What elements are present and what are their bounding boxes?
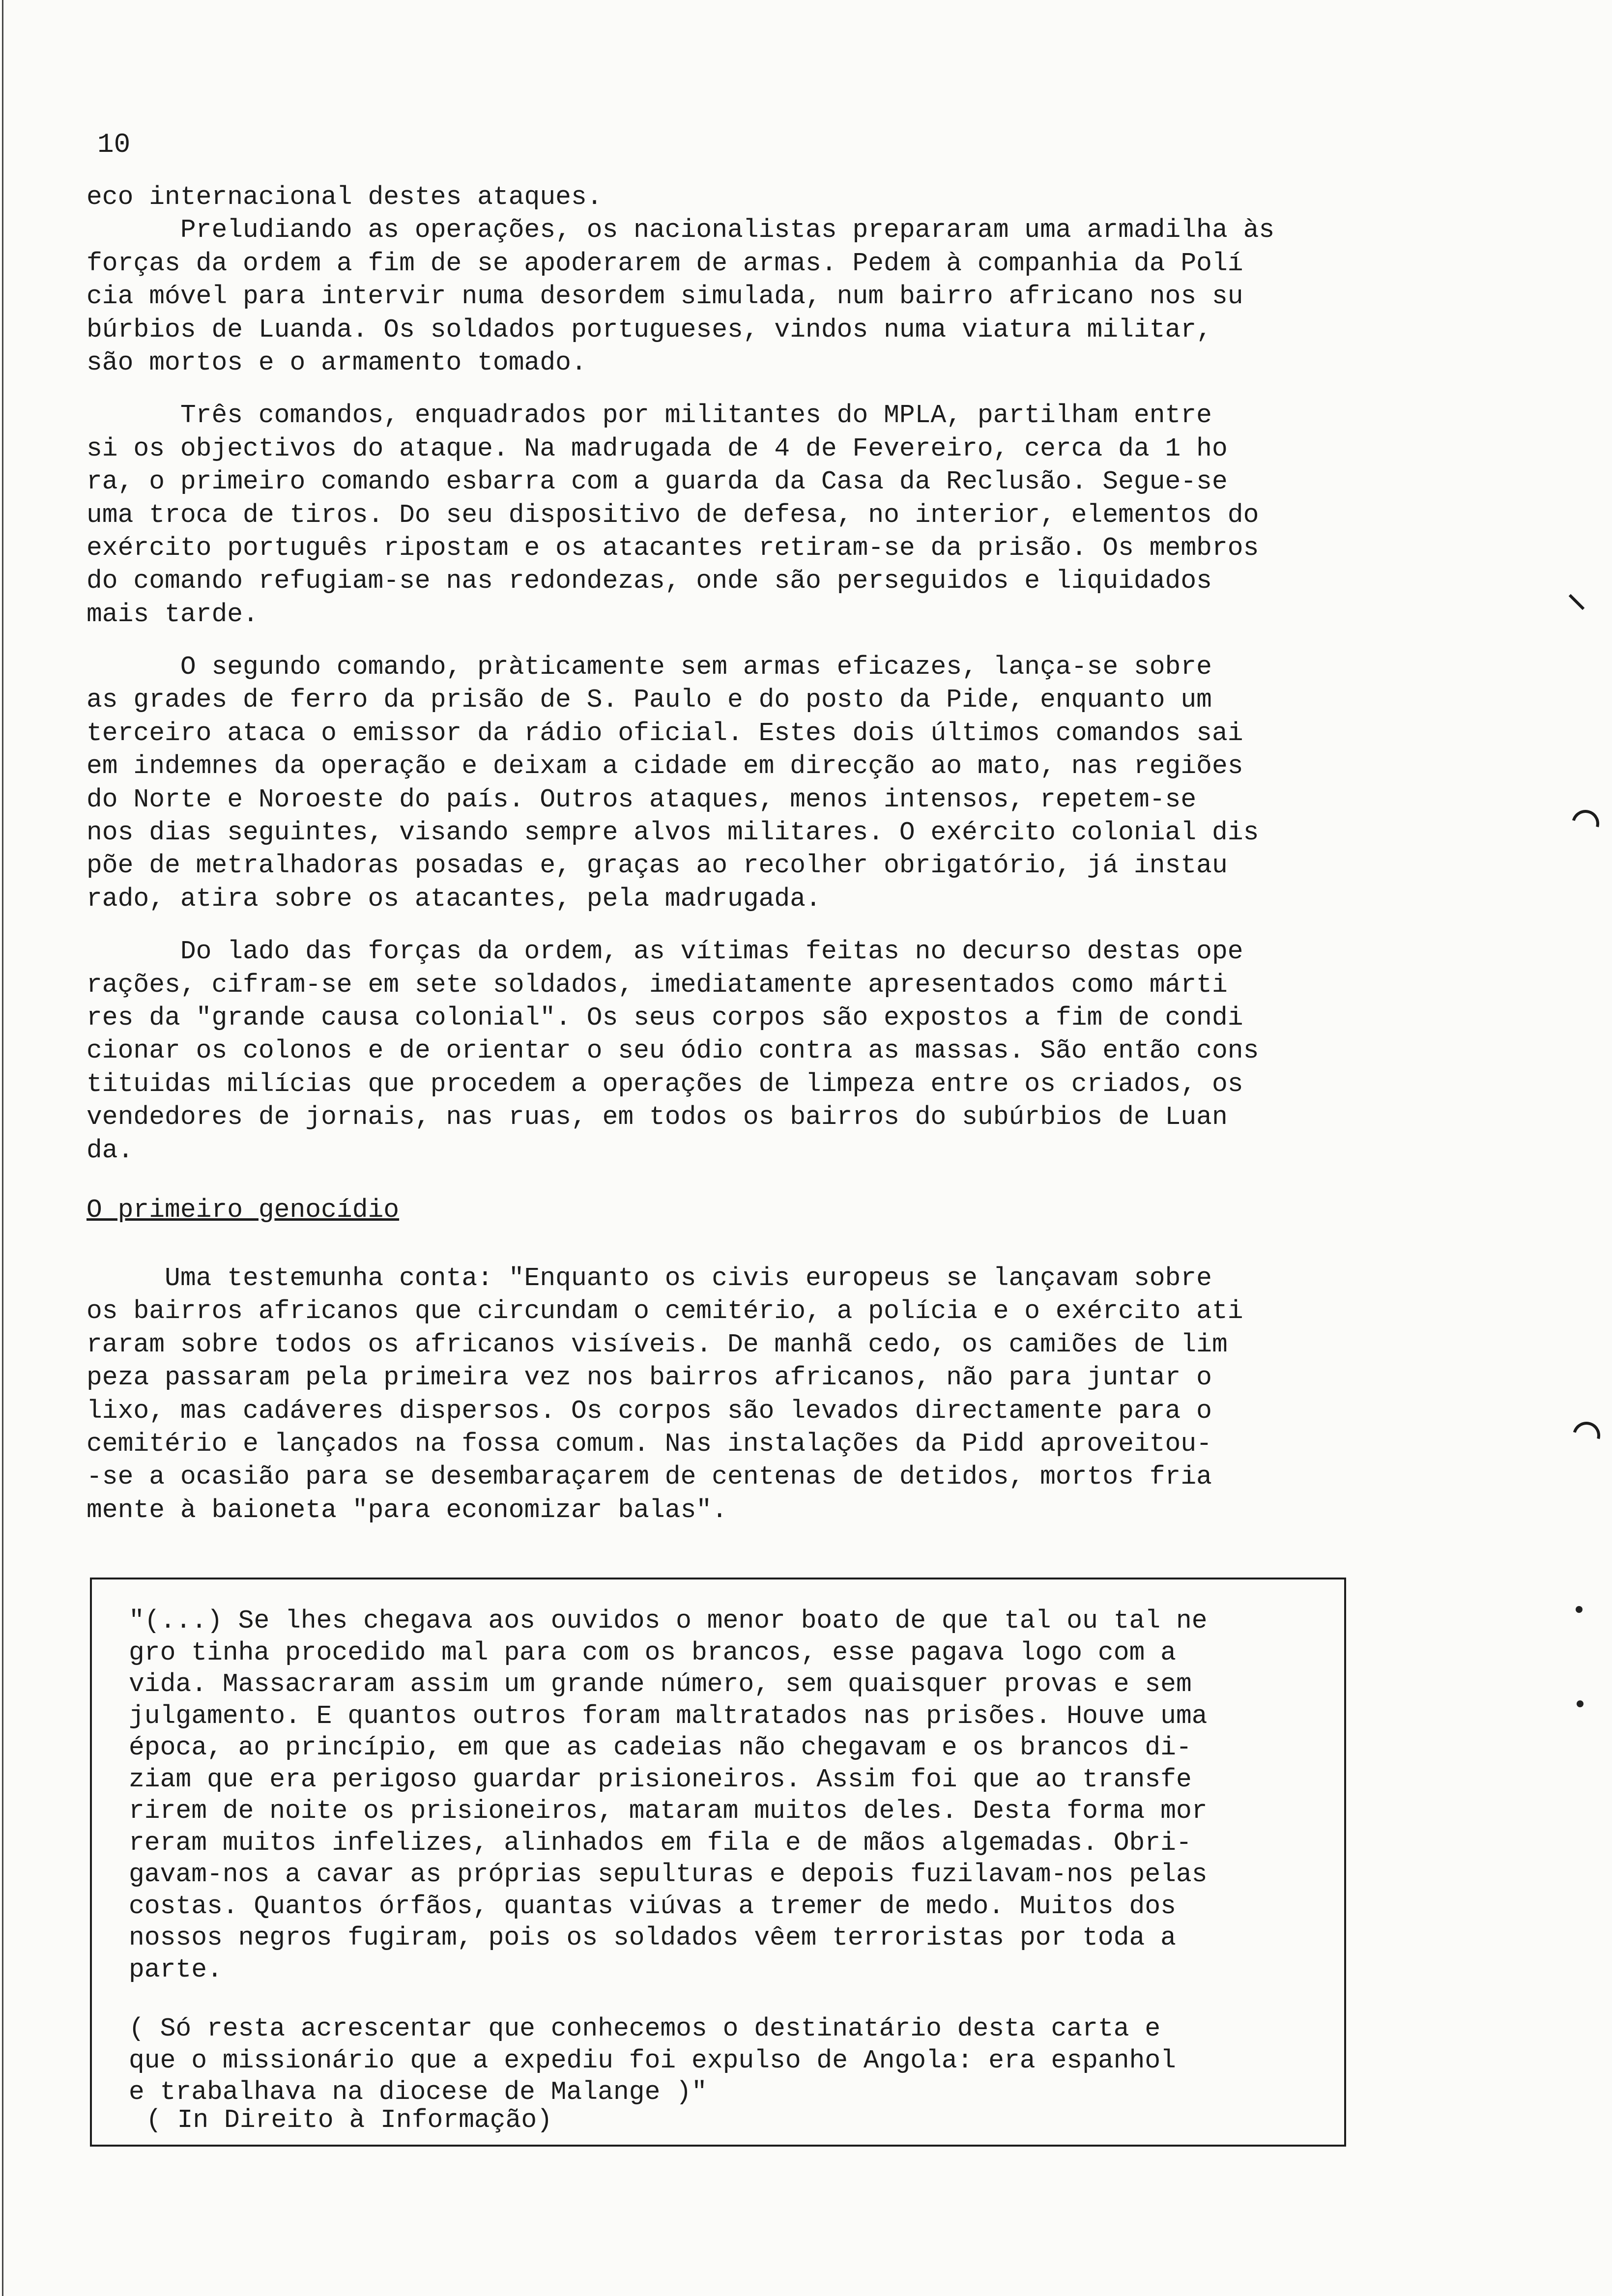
quote-text [129, 1605, 1208, 1985]
text-line: Do lado das forças da ordem, as vítimas feitas no decurso destas ope [86, 937, 1243, 967]
text-line: do comando refugiam-se nas redondezas, onde são perseguidos e liquidados [86, 566, 1212, 596]
body-text [86, 181, 1404, 1167]
text-line: cionar os colonos e de orientar o seu ódio contra as massas. São então cons [86, 1036, 1259, 1066]
section-heading: O primeiro genocídio [86, 1195, 400, 1225]
text-line: búrbios de Luanda. Os soldados portugueses, vindos numa viatura militar, [86, 315, 1212, 344]
paragraph-gap [86, 916, 1404, 935]
text-line: vendedores de jornais, nas ruas, em todos os bairros do subúrbios de Luan [86, 1102, 1228, 1132]
text-line: são mortos e o armamento tomado. [86, 347, 587, 377]
quote-line: costas. Quantos órfãos, quantas viúvas a tremer de medo. Muitos dos [129, 1891, 1176, 1921]
margin-tick-mark [1569, 594, 1585, 610]
text-line: tituidas milícias que procedem a operações de limpeza entre os criados, os [86, 1069, 1243, 1099]
text-line: mais tarde. [86, 599, 259, 629]
margin-arc-mark [1568, 1417, 1605, 1454]
quote-line: ziam que era perigoso guardar prisioneiros. Assim foi que ao transfe [129, 1764, 1192, 1794]
quote-line: vida. Massacraram assim um grande número, sem quaisquer provas e sem [129, 1669, 1192, 1699]
quote-line: julgamento. E quantos outros foram maltratados nas prisões. Houve uma [129, 1701, 1208, 1731]
testimony-paragraph [86, 1262, 1404, 1527]
text-line: as grades de ferro da prisão de S. Paulo e do posto da Pide, enquanto um [86, 685, 1212, 715]
text-line: -se a ocasião para se desembaraçarem de centenas de detidos, mortos fria [86, 1462, 1212, 1492]
text-line: eco internacional destes ataques. [86, 182, 603, 212]
text-line: nos dias seguintes, visando sempre alvos militares. O exército colonial dis [86, 818, 1259, 848]
paragraph-gap [86, 379, 1404, 399]
margin-arc-mark [1567, 805, 1604, 842]
text-line: rações, cifram-se em sete soldados, imediatamente apresentados como márti [86, 970, 1228, 1000]
paragraph-gap [86, 631, 1404, 651]
quote-line: nossos negros fugiram, pois os soldados vêem terroristas por toda a [129, 1923, 1176, 1952]
quote-line: rirem de noite os prisioneiros, mataram muitos deles. Desta forma mor [129, 1796, 1208, 1826]
quote-line: época, ao princípio, em que as cadeias não chegavam e os brancos di- [129, 1733, 1192, 1762]
quote-line: reram muitos infelizes, alinhados em fila e de mãos algemadas. Obri- [129, 1828, 1192, 1858]
text-line: da. [86, 1135, 134, 1165]
text-line: si os objectivos do ataque. Na madrugada de 4 de Fevereiro, cerca da 1 ho [86, 433, 1228, 463]
text-line: Uma testemunha conta: "Enquanto os civis europeus se lançavam sobre [86, 1263, 1212, 1293]
quote-line: gavam-nos a cavar as próprias sepulturas e depois fuzilavam-nos pelas [129, 1860, 1208, 1889]
text-line: ra, o primeiro comando esbarra com a guarda da Casa da Reclusão. Segue-se [86, 467, 1228, 497]
text-line: cia móvel para intervir numa desordem simulada, num bairro africano nos su [86, 282, 1243, 312]
text-line: lixo, mas cadáveres dispersos. Os corpos são levados directamente para o [86, 1396, 1212, 1426]
text-line: O segundo comando, pràticamente sem armas eficazes, lança-se sobre [86, 652, 1212, 682]
quote-line: "(...) Se lhes chegava aos ouvidos o menor boato de que tal ou tal ne [129, 1606, 1208, 1636]
text-line: os bairros africanos que circundam o cemitério, a polícia e o exército ati [86, 1296, 1243, 1326]
text-line: mente à baioneta "para economizar balas". [86, 1495, 728, 1525]
text-line: res da "grande causa colonial". Os seus corpos são expostos a fim de condi [86, 1003, 1243, 1033]
margin-dot [1577, 1700, 1583, 1707]
note-line: ( Só resta acrescentar que conhecemos o destinatário desta carta e [129, 2014, 1161, 2043]
citation: ( In Direito à Informação) [146, 2105, 552, 2135]
text-line: peza passaram pela primeira vez nos bairros africanos, não para juntar o [86, 1363, 1212, 1393]
text-line: do Norte e Noroeste do país. Outros ataques, menos intensos, repetem-se [86, 784, 1197, 814]
note-line: que o missionário que a expediu foi expulso de Angola: era espanhol [129, 2045, 1176, 2075]
text-line: raram sobre todos os africanos visíveis. De manhã cedo, os camiões de lim [86, 1329, 1228, 1359]
quote-line: gro tinha procedido mal para com os brancos, esse pagava logo com a [129, 1637, 1176, 1667]
quote-line: parte. [129, 1954, 223, 1984]
text-line: uma troca de tiros. Do seu dispositivo de defesa, no interior, elementos do [86, 500, 1259, 530]
text-line: cemitério e lançados na fossa comum. Nas instalações da Pidd aproveitou- [86, 1429, 1212, 1459]
page-edge-line [2, 0, 3, 2296]
text-line: põe de metralhadoras posadas e, graças ao recolher obrigatório, já instau [86, 851, 1228, 881]
note-line: e trabalhava na diocese de Malange )" [129, 2077, 707, 2107]
quote-note [129, 2013, 1176, 2108]
margin-dot [1576, 1606, 1583, 1613]
text-line: rado, atira sobre os atacantes, pela madrugada. [86, 884, 821, 914]
text-line: Três comandos, enquadrados por militantes do MPLA, partilham entre [86, 401, 1212, 430]
page-number: 10 [97, 129, 131, 160]
text-line: terceiro ataca o emissor da rádio oficial. Estes dois últimos comandos sai [86, 718, 1243, 748]
quote-box [90, 1578, 1346, 2147]
text-line: exército português ripostam e os atacantes retiram-se da prisão. Os membros [86, 533, 1259, 563]
text-line: forças da ordem a fim de se apoderarem de armas. Pedem à companhia da Polí [86, 248, 1243, 278]
text-line: Preludiando as operações, os nacionalistas prepararam uma armadilha às [86, 215, 1275, 245]
text-line: em indemnes da operação e deixam a cidade em direcção ao mato, nas regiões [86, 751, 1243, 781]
